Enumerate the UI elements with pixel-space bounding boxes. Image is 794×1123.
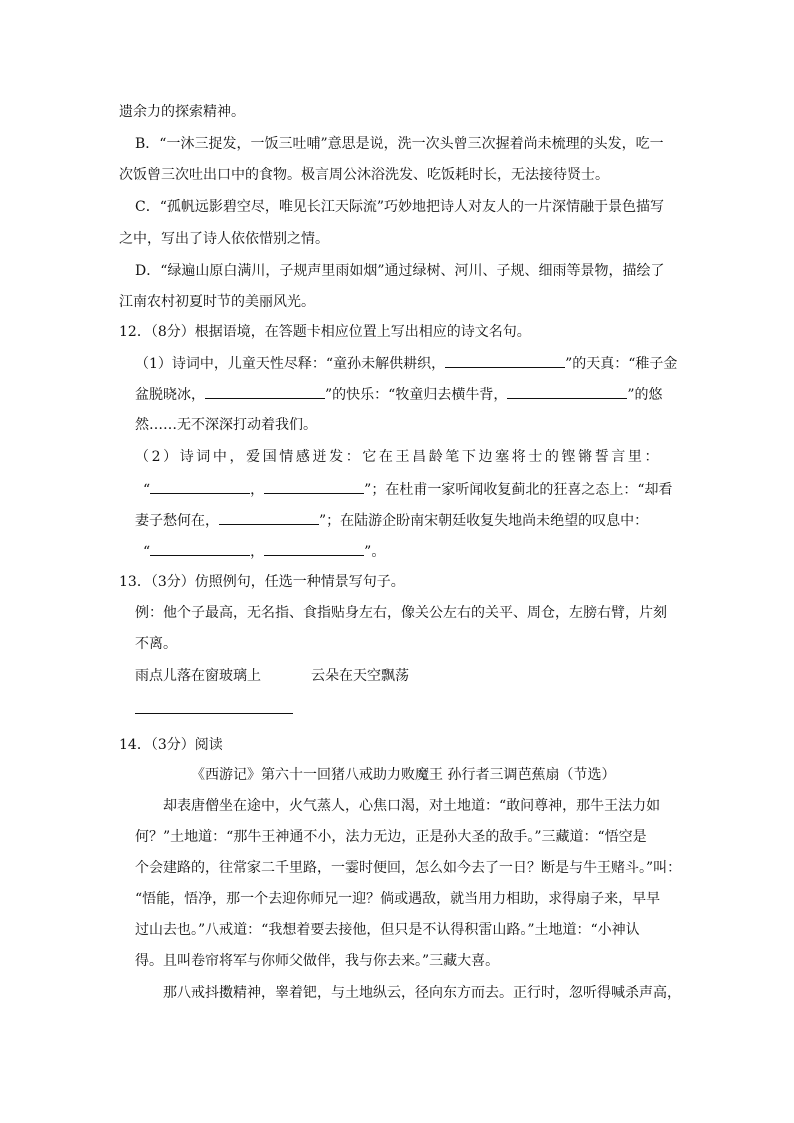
option-b-line-2: 次饭曾三次吐出口中的食物。极言周公沐浴洗发、吃饭耗时长，无法接待贤士。 (119, 167, 609, 183)
question-14-title: 14．（3分）阅读 (119, 737, 223, 753)
answer-blank (205, 384, 325, 399)
answer-blank (219, 510, 319, 525)
q13-example-line1: 例：他个子最高，无名指、食指贴身左右，像关公左右的关平、周仓，左膀右臂，片刻 (135, 605, 667, 621)
answer-blank (150, 479, 250, 494)
text-line: 遗余力的探索精神。 (119, 104, 245, 120)
q12-part1-line1 (135, 353, 677, 373)
q12-text: ， (250, 482, 265, 498)
question-13-title: 13．（3分）仿照例句，任选一种情景写句子。 (119, 574, 405, 590)
q12-text: ”的快乐：“牧童归去横牛背， (325, 387, 508, 403)
q13-answer-blank (135, 713, 293, 714)
q12-text: “ (143, 544, 151, 560)
option-b-line-1: B．“一沐三捉发，一饭三吐哺”意思是说，洗一次头曾三次握着尚未梳理的头发，吃一 (135, 136, 664, 152)
q14-passage-line: “悟能，悟净，那一个去迎你师兄一迎？倘或遇敌，就当用力相助，求得扇子来，早早 (135, 891, 661, 907)
q12-text: （1）诗词中，儿童天性尽释：“童孙未解供耕织， (135, 356, 446, 372)
q13-option-2: 云朵在天空飘荡 (311, 668, 409, 684)
answer-blank (264, 541, 364, 556)
q14-passage-heading: 《西游记》第六十一回猪八戒助力败魔王 孙行者三调芭蕉扇（节选） (191, 767, 616, 783)
q14-passage-line: 过山去也。”八戒道：“我想着要去接他，但只是不认得积雷山路。”土地道：“小神认 (135, 922, 640, 938)
q12-text: ”的悠 (627, 387, 663, 403)
answer-blank (264, 479, 364, 494)
answer-blank (507, 384, 627, 399)
option-d-line-2: 江南农村初夏时节的美丽风光。 (119, 294, 315, 310)
option-c-line-1: C．“孤帆远影碧空尽，唯见长江天际流”巧妙地把诗人对友人的一片深情融于景色描写 (135, 199, 665, 215)
q14-passage-line: 得。且叫卷帘将军与你师父做伴，我与你去来。”三藏大喜。 (135, 953, 500, 969)
q13-example-line2: 不离。 (135, 636, 177, 652)
answer-blank (445, 353, 565, 368)
option-d-line-1: D．“绿遍山原白满川，子规声里雨如烟”通过绿树、河川、子规、细雨等景物，描绘了 (135, 263, 665, 279)
q12-text: “ (143, 482, 151, 498)
option-c-line-2: 之中，写出了诗人依依惜别之情。 (119, 231, 329, 247)
q12-text: ”；在杜甫一家听闻收复蓟北的狂喜之态上：“却看 (364, 482, 673, 498)
question-12-title: 12．（8分）根据语境，在答题卡相应位置上写出相应的诗文名句。 (119, 324, 531, 340)
q12-part1-line3: 然……无不深深打动着我们。 (135, 417, 317, 433)
q12-text: ”；在陆游企盼南宋朝廷收复失地尚未绝望的叹息中： (319, 513, 649, 529)
q12-text: 盆脱晓冰， (135, 387, 205, 403)
q14-passage-line: 何？”土地道：“那牛王神通不小，法力无边，正是孙大圣的敌手。”三藏道：“悟空是 (135, 829, 647, 845)
q14-passage-line: 个会建路的，往常家二千里路，一霎时便回，怎么如今去了一日？断是与牛王赌斗。”叫： (135, 860, 682, 876)
q12-text: ， (250, 544, 265, 560)
q12-text: 妻子愁何在， (135, 513, 219, 529)
q12-part2-line3 (135, 510, 648, 530)
q14-passage-line: 却表唐僧坐在途中，火气蒸人，心焦口渴，对土地道：“敢问尊神，那牛王法力如 (163, 798, 661, 814)
q12-part2-line4 (143, 541, 385, 561)
q13-option-1: 雨点儿落在窗玻璃上 (135, 668, 261, 684)
q12-part2-line2 (143, 479, 673, 499)
q12-text: ”的天真：“稚子金 (565, 356, 678, 372)
q12-part2-line1: （2）诗词中，爱国情感迸发：它在王昌龄笔下边塞将士的铿锵誓言里： (135, 449, 662, 465)
answer-blank (150, 541, 250, 556)
q14-passage-line: 那八戒抖擞精神，睾着钯，与土地纵云，径向东方而去。正行时，忽听得喊杀声高， (163, 985, 681, 1001)
q12-text: ”。 (364, 544, 386, 560)
q12-part1-line2 (135, 384, 663, 404)
